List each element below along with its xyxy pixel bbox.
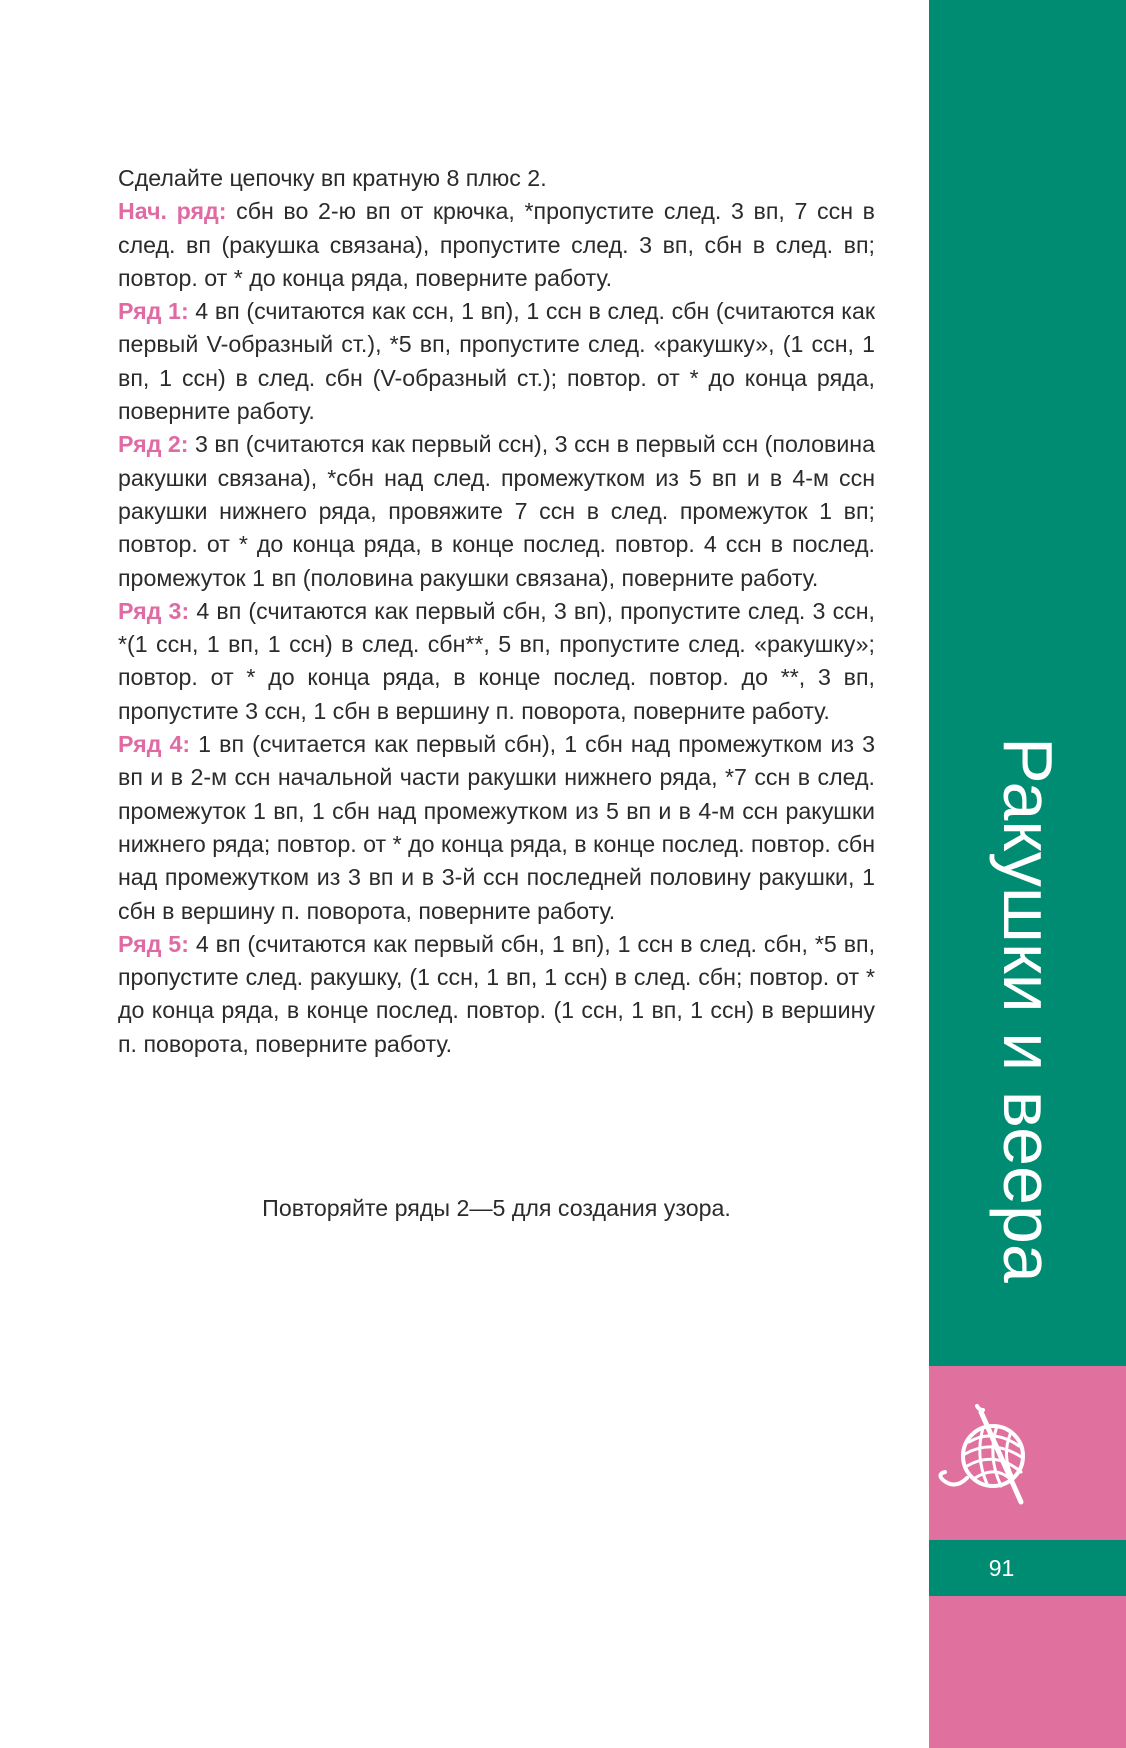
row-5 (118, 928, 875, 1061)
row-text: 4 вп (считаются как первый сбн, 1 вп), 1 ссн в след. сбн, *5 вп, пропустите след. ракушку, (1 ссн, 1 вп, 1 ссн) в след. сбн; повтор. от * до конца ряда, в конце послед. повтор. (1 ссн, 1 вп, 1 ссн) в вершину п. поворота, поверните работу. (118, 930, 876, 1057)
row-text: 4 вп (считаются как первый сбн, 3 вп), пропустите след. 3 ссн, *(1 ссн, 1 вп, 1 ссн) в след. сбн**, 5 вп, пропустите след. «ракушку»; повтор. от * до конца ряда, в конце послед. повтор. до **, 3 вп, пропустите 3 ссн, 1 сбн в вершину п. поворота, поверните работу. (118, 597, 875, 724)
row-text: 4 вп (считаются как ссн, 1 вп), 1 ссн в след. сбн (считаются как первый V-образный ст.), *5 вп, пропустите след. «ракушку», (1 ссн, 1 вп, 1 ссн) в след. сбн (V-образный ст.); повтор. от * до конца ряда, поверните работу. (118, 298, 875, 425)
row-label: Ряд 3: (118, 597, 190, 624)
row-1 (118, 295, 875, 428)
row-3 (118, 595, 875, 728)
sidebar-bottom-panel (929, 1596, 1126, 1748)
row-label: Ряд 5: (118, 930, 189, 957)
row-label: Ряд 1: (118, 298, 189, 325)
page-number: 91 (988, 1555, 1015, 1581)
row-label: Нач. ряд: (118, 198, 227, 225)
row-4 (118, 728, 875, 928)
intro-line: Сделайте цепочку вп кратную 8 плюс 2. (118, 165, 547, 191)
row-2 (118, 428, 875, 594)
row-text: 3 вп (считаются как первый ссн), 3 ссн в первый ссн (половина ракушки связана), *сбн над след. промежутком из 5 вп и в 4-м ссн ракушки нижнего ряда, провяжите 7 ссн в след. промежуток 1 вп; повтор. от * до конца ряда, в конце послед. повтор. 4 ссн в послед. промежуток 1 вп (половина ракушки связана), поверните работу. (118, 431, 875, 591)
chapter-title: Ракушки и веера (988, 737, 1067, 1283)
row-start (118, 195, 875, 295)
instructions-body (118, 162, 875, 1061)
repeat-note: Повторяйте ряды 2—5 для создания узора. (262, 1195, 731, 1221)
sidebar-title-area (929, 0, 1126, 1366)
row-text: 1 вп (считается как первый сбн), 1 сбн над промежутком из 3 вп и в 2-м ссн начальной части ракушки нижнего ряда, *7 ссн в след. промежуток 1 вп, 1 сбн над промежутком из 5 вп и в 4-м ссн ракушки нижнего ряда; повтор. от * до конца ряда, в конце послед. повтор. сбн над промежутком из 3 вп и в 3-й ссн последней половину ракушки, 1 сбн в вершину п. поворота, поверните работу. (118, 731, 875, 924)
row-label: Ряд 4: (118, 731, 191, 758)
yarn-ball-crochet-hook-icon (935, 1398, 1055, 1518)
row-label: Ряд 2: (118, 431, 189, 458)
row-text: сбн во 2-ю вп от крючка, *пропустите след. 3 вп, 7 ссн в след. вп (ракушка связана), пропустите след. 3 вп, сбн в след. вп; повтор. от * до конца ряда, поверните работу. (118, 198, 875, 291)
